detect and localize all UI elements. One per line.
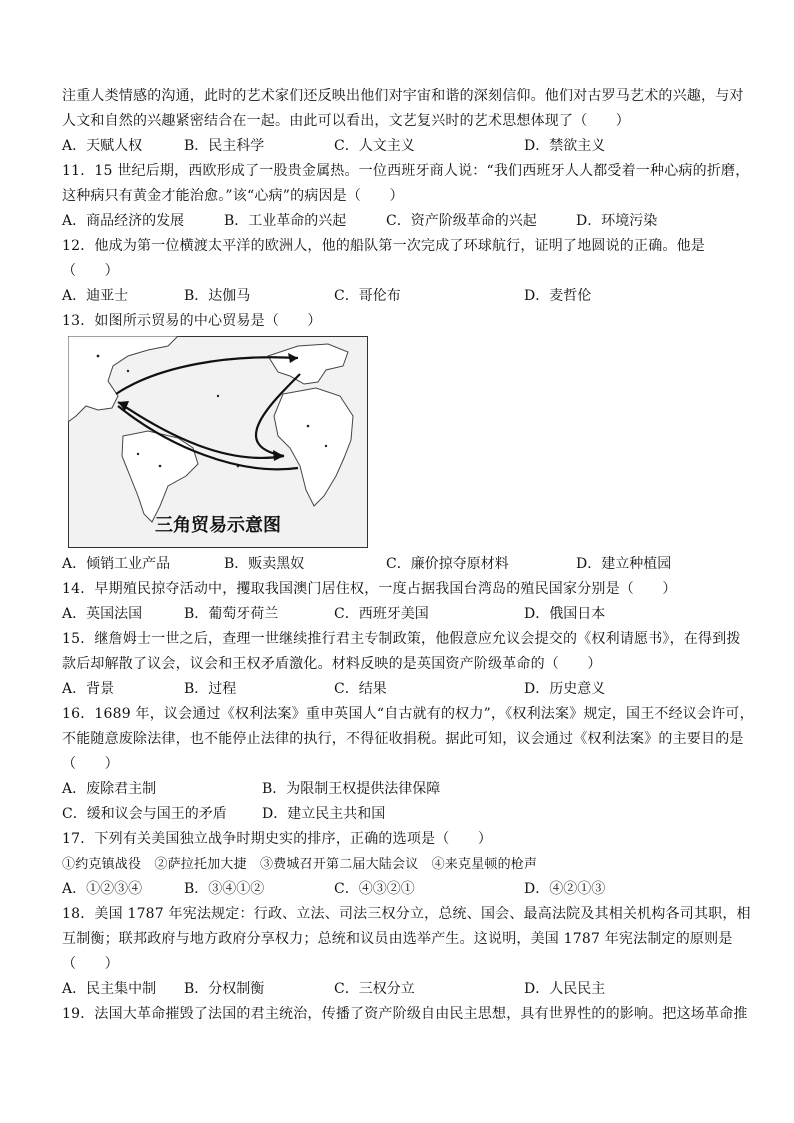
q13-option-d[interactable]: D．建立种植园 [576,556,672,572]
q18-option-a[interactable]: A．民主集中制 [62,981,157,997]
q11-options [62,209,738,234]
q16-option-a[interactable]: A．废除君主制 [62,781,157,797]
q13-options [62,552,738,577]
q17-text: 17．下列有关美国独立战争时期史实的排序，正确的选项是（ ） [62,831,493,847]
q18-option-b[interactable]: B．分权制衡 [184,981,265,997]
q18-option-c[interactable]: C．三权分立 [334,981,415,997]
q16-options-row-1 [62,777,738,802]
q14-option-d[interactable]: D．俄国日本 [524,606,606,622]
q15-options [62,677,738,702]
map-caption: 三角贸易示意图 [155,515,281,536]
q12-option-c[interactable]: C．哥伦布 [334,288,401,304]
q10-text-line-1: 注重人类情感的沟通，此时的艺术家们还反映出他们对宇宙和谐的深刻信仰。他们对古罗马艺术的兴趣，与对 [62,88,744,104]
q13-option-a[interactable]: A．倾销工业产品 [62,556,171,572]
q17-options [62,877,738,902]
q16-text-line-1: 16．1689 年，议会通过《权利法案》重申英国人“自古就有的权力”，《权利法案》规定，国王不经议会许可， [62,706,754,722]
q15-option-d[interactable]: D．历史意义 [524,681,606,697]
q11-text-line-1: 11．15 世纪后期，西欧形成了一股贵金属热。一位西班牙商人说：“我们西班牙人人都受着一种心病的折磨， [62,163,750,179]
triangular-trade-map [68,336,368,548]
q11-option-d[interactable]: D．环境污染 [576,213,658,229]
q16-text-line-2: 不能随意废除法律，也不能停止法律的执行，不得征收捐税。据此可知，议会通过《权利法案》的主要目的是 [62,731,744,747]
q14-option-b[interactable]: B．葡萄牙荷兰 [184,606,279,622]
exam-page [62,84,754,1027]
q18-options [62,977,738,1002]
q14-options [62,602,738,627]
q12-option-b[interactable]: B．达伽马 [184,288,251,304]
q13-text: 13．如图所示贸易的中心贸易是（ ） [62,313,322,329]
triangular-trade-map-container [62,334,738,552]
q10-option-c[interactable]: C．人文主义 [334,138,415,154]
q17-option-d[interactable]: D．④②①③ [524,881,606,897]
q12-text-line-1: 12．他成为第一位横渡太平洋的欧洲人，他的船队第一次完成了环球航行，证明了地圆说的正确。他是 [62,238,706,254]
q16-option-d[interactable]: D．建立民主共和国 [262,806,386,822]
q10-option-d[interactable]: D．禁欲主义 [524,138,606,154]
q15-option-c[interactable]: C．结果 [334,681,387,697]
q18-option-d[interactable]: D．人民民主 [524,981,606,997]
q10-option-b[interactable]: B．民主科学 [184,138,265,154]
q15-text-line-1: 15．继詹姆士一世之后，查理一世继续推行君主专制政策，他假意应允议会提交的《权利请愿书》，在得到拨 [62,631,741,647]
q18-text-line-2: 互制衡；联邦政府与地方政府分享权力；总统和议员由选举产生。这说明，美国 1787 年宪法制定的原则是 [62,931,733,947]
q12-text-line-2: （ ） [62,263,119,279]
q13-option-c[interactable]: C．廉价掠夺原材料 [386,556,509,572]
q18-text-line-3: （ ） [62,956,119,972]
q11-option-a[interactable]: A．商品经济的发展 [62,213,185,229]
q14-option-c[interactable]: C．西班牙美国 [334,606,429,622]
q10-option-a[interactable]: A．天赋人权 [62,138,143,154]
q11-option-c[interactable]: C．资产阶级革命的兴起 [386,213,537,229]
q11-text-line-2: 这种病只有黄金才能治愈。”该“心病”的病因是（ ） [62,188,404,204]
q16-option-c[interactable]: C．缓和议会与国王的矛盾 [62,806,227,822]
q16-text-line-3: （ ） [62,756,119,772]
q13-option-b[interactable]: B．贩卖黑奴 [224,556,305,572]
q10-options [62,134,738,159]
q17-events: ①约克镇战役 ②萨拉托加大捷 ③费城召开第二届大陆会议 ④来克星顿的枪声 [62,857,538,872]
q10-text-line-2: 人文和自然的兴趣紧密结合在一起。由此可以看出，文艺复兴时的艺术思想体现了（ ） [62,113,630,129]
q12-option-d[interactable]: D．麦哲伦 [524,288,592,304]
q15-option-b[interactable]: B．过程 [184,681,237,697]
q14-option-a[interactable]: A．英国法国 [62,606,143,622]
q17-option-b[interactable]: B．③④①② [184,881,265,897]
q15-text-line-2: 款后却解散了议会，议会和王权矛盾激化。材料反映的是英国资产阶级革命的（ ） [62,656,602,672]
q16-option-b[interactable]: B．为限制王权提供法律保障 [262,781,441,797]
q11-option-b[interactable]: B．工业革命的兴起 [224,213,347,229]
q18-text-line-1: 18．美国 1787 年宪法规定：行政、立法、司法三权分立，总统、国会、最高法院及其相关机构各司其职，相 [62,906,751,922]
q16-options-row-2 [62,802,738,827]
q12-options [62,284,738,309]
q14-text: 14．早期殖民掠夺活动中，攫取我国澳门居住权，一度占据我国台湾岛的殖民国家分别是（ ） [62,581,677,597]
q15-option-a[interactable]: A．背景 [62,681,115,697]
q12-option-a[interactable]: A．迪亚士 [62,288,129,304]
q19-text-line-1: 19．法国大革命摧毁了法国的君主统治，传播了资产阶级自由民主思想，具有世界性的的影响。把这场革命推 [62,1006,748,1022]
q17-option-c[interactable]: C．④③②① [334,881,415,897]
q17-option-a[interactable]: A．①②③④ [62,881,143,897]
